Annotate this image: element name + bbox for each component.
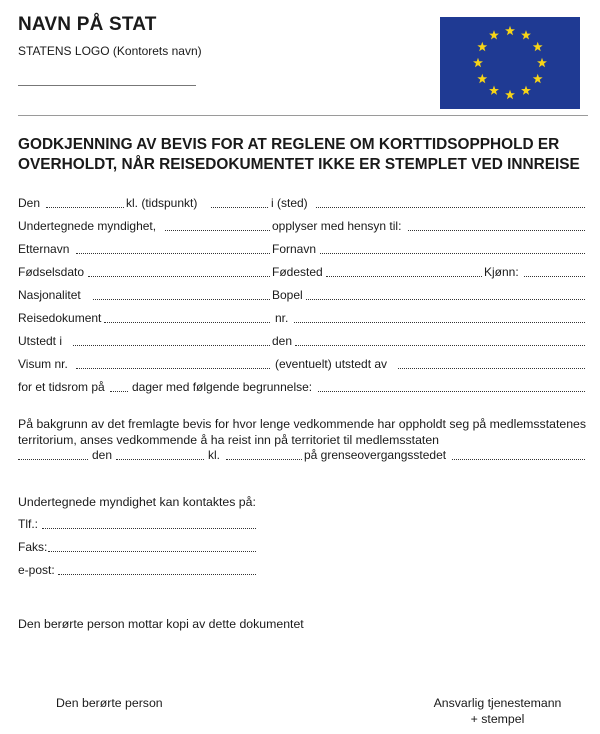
row-period: [18, 380, 585, 396]
label-sted: i (sted): [271, 196, 308, 210]
field-utstedt-av[interactable]: [398, 368, 585, 369]
eu-flag: [440, 17, 580, 109]
field-etternavn[interactable]: [76, 253, 270, 254]
field-days[interactable]: [110, 391, 128, 392]
star-icon: [489, 30, 499, 39]
label-faks: Faks:: [18, 540, 48, 554]
header-divider: [18, 115, 588, 116]
label-den: Den: [18, 196, 41, 210]
office-signature-line: [18, 85, 196, 86]
label-entry-den: den: [92, 448, 113, 462]
star-icon: [505, 26, 515, 35]
star-icon: [477, 74, 487, 83]
field-entry-date[interactable]: [116, 459, 204, 460]
star-icon: [533, 74, 543, 83]
row-issued: [18, 334, 585, 350]
signature-official-line-2: + stempel: [470, 712, 525, 726]
state-name: NAVN PÅ STAT: [18, 14, 157, 35]
row-date-time-place: [18, 196, 585, 212]
label-tidsrom: for et tidsrom på: [18, 380, 105, 394]
field-fodested[interactable]: [326, 276, 482, 277]
field-sted[interactable]: [316, 207, 585, 208]
label-begrunnelse: dager med følgende begrunnelse:: [132, 380, 313, 394]
field-entry-time[interactable]: [226, 459, 302, 460]
label-nr: nr.: [275, 311, 289, 325]
row-travel-document: [18, 311, 585, 327]
label-opplyser: opplyser med hensyn til:: [272, 219, 402, 233]
row-names: [18, 242, 585, 258]
field-faks[interactable]: [48, 551, 256, 552]
document-title: [18, 135, 593, 175]
row-faks: [18, 540, 585, 556]
field-visum[interactable]: [76, 368, 270, 369]
star-icon: [521, 86, 531, 95]
label-grense: på grenseovergangsstedet: [304, 448, 447, 462]
entry-paragraph-line-2: territorium, anses vedkommende å ha reist inn på territoriet til medlemsstaten: [18, 433, 440, 447]
field-utstedt-i[interactable]: [73, 345, 270, 346]
title-line-1: GODKJENNING AV BEVIS FOR AT REGLENE OM KORTTIDSOPPHOLD ER: [18, 136, 560, 153]
row-birth: [18, 265, 585, 281]
star-icon: [477, 42, 487, 51]
field-authority[interactable]: [165, 230, 270, 231]
row-tlf: [18, 517, 585, 533]
signature-official-line-1: Ansvarlig tjenestemann: [433, 696, 562, 710]
row-entry: [18, 448, 585, 464]
copy-note: Den berørte person mottar kopi av dette dokumentet: [18, 617, 304, 631]
field-kjonn[interactable]: [524, 276, 585, 277]
label-kjonn: Kjønn:: [484, 265, 519, 279]
label-etternavn: Etternavn: [18, 242, 70, 256]
label-visum: Visum nr.: [18, 357, 68, 371]
field-nr[interactable]: [294, 322, 585, 323]
field-tlf[interactable]: [42, 528, 256, 529]
star-icon: [489, 86, 499, 95]
field-epost[interactable]: [58, 574, 256, 575]
label-bopel: Bopel: [272, 288, 303, 302]
label-utstedt-i: Utstedt i: [18, 334, 63, 348]
field-den-issued[interactable]: [295, 345, 585, 346]
label-fornavn: Fornavn: [272, 242, 317, 256]
entry-paragraph-line-1: På bakgrunn av det fremlagte bevis for hvor lenge vedkommende har oppholdt seg på medlemsstatenes: [18, 417, 587, 431]
star-icon: [533, 42, 543, 51]
signature-person: Den berørte person: [56, 696, 163, 710]
label-kl: kl. (tidspunkt): [126, 196, 198, 210]
field-den[interactable]: [46, 207, 124, 208]
label-den-issued: den: [272, 334, 293, 348]
contact-heading: Undertegnede myndighet kan kontaktes på:: [18, 495, 256, 509]
star-icon: [537, 58, 547, 67]
field-begrunnelse[interactable]: [318, 391, 585, 392]
label-undertegnede: Undertegnede myndighet,: [18, 219, 157, 233]
field-fornavn[interactable]: [320, 253, 585, 254]
title-line-2: OVERHOLDT, NÅR REISEDOKUMENTET IKKE ER STEMPLET VED INNREISE: [18, 156, 580, 173]
label-fodselsdato: Fødselsdato: [18, 265, 85, 279]
field-nasjonalitet[interactable]: [93, 299, 270, 300]
field-kl[interactable]: [211, 207, 268, 208]
field-member-state[interactable]: [18, 459, 88, 460]
star-icon: [521, 30, 531, 39]
field-opplyser[interactable]: [408, 230, 585, 231]
field-fodselsdato[interactable]: [88, 276, 270, 277]
label-nasjonalitet: Nasjonalitet: [18, 288, 81, 302]
label-tlf: Tlf.:: [18, 517, 38, 531]
row-authority: [18, 219, 585, 235]
state-logo-text: STATENS LOGO (Kontorets navn): [18, 44, 202, 58]
field-bopel[interactable]: [306, 299, 585, 300]
label-eventuelt: (eventuelt) utstedt av: [275, 357, 388, 371]
row-visa: [18, 357, 585, 373]
star-icon: [505, 90, 515, 99]
field-border-crossing[interactable]: [452, 459, 585, 460]
label-entry-kl: kl.: [208, 448, 220, 462]
row-nationality: [18, 288, 585, 304]
row-epost: [18, 563, 585, 579]
field-reisedokument[interactable]: [104, 322, 270, 323]
label-reisedokument: Reisedokument: [18, 311, 102, 325]
star-icon: [473, 58, 483, 67]
eu-stars-icon: [440, 17, 580, 109]
signature-official: [410, 695, 585, 727]
label-epost: e-post:: [18, 563, 55, 577]
label-fodested: Fødested: [272, 265, 323, 279]
